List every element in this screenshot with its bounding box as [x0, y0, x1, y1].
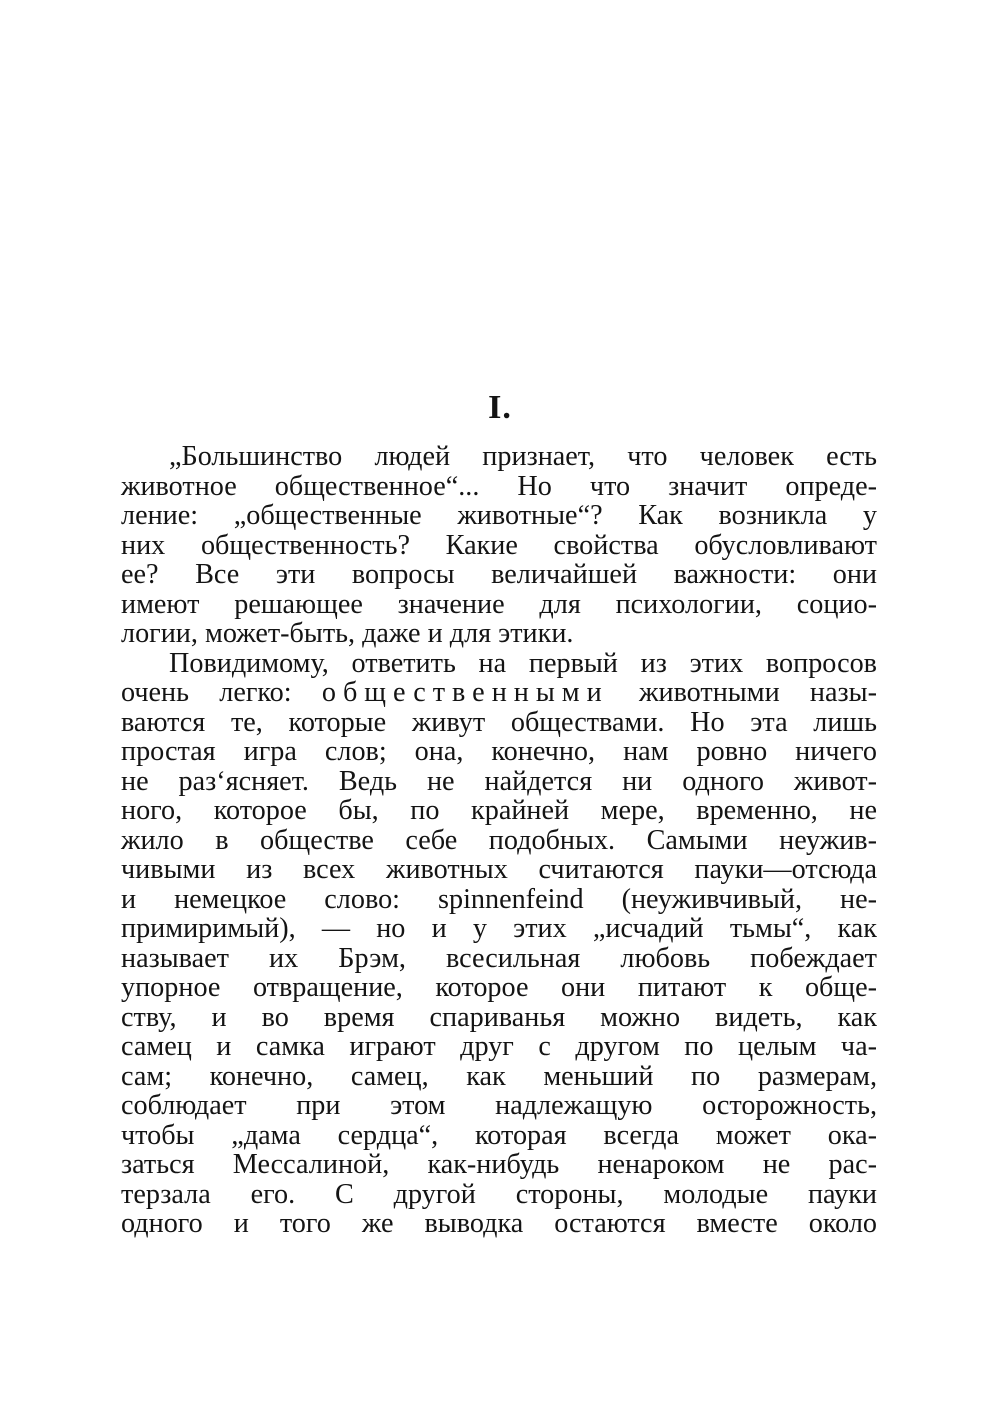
- text-fragment: животными назы-: [608, 677, 877, 708]
- text-fragment: очень легко:: [121, 677, 322, 708]
- text-line: ление: „общественные животные“? Как возникла у: [121, 500, 877, 531]
- text-line: них общественность? Какие свойства обусловливают: [121, 529, 877, 561]
- text-line: соблюдает при этом надлежащую осторожность,: [121, 1090, 877, 1121]
- text-line: называет их Брэм, всесильная любовь побеждает: [121, 942, 877, 974]
- text-line: заться Мессалиной, как-нибудь ненароком не рас-: [121, 1149, 877, 1180]
- text-line: чтобы „дама сердца“, которая всегда может ока-: [121, 1119, 877, 1151]
- text-line: одного и того же выводка остаются вместе около: [121, 1208, 877, 1239]
- body-text: [121, 442, 877, 1239]
- text-line: ее? Все эти вопросы величайшей важности: они: [121, 559, 877, 590]
- text-line: простая игра слов; она, конечно, нам ровно ничего: [121, 736, 877, 767]
- text-line: терзала его. С другой стороны, молодые пауки: [121, 1178, 877, 1210]
- text-line: и немецкое слово: spinnenfeind (неуживчивый, не-: [121, 883, 877, 915]
- text-line: имеют решающее значение для психологии, социо-: [121, 588, 877, 620]
- chapter-heading: I.: [488, 389, 512, 426]
- text-line: чивыми из всех животных считаются пауки—отсюда: [121, 854, 877, 885]
- text-line: самец и самка играют друг с другом по целым ча-: [121, 1031, 877, 1062]
- text-line: жило в обществе себе подобных. Самыми неужив-: [121, 824, 877, 856]
- text-line: ного, которое бы, по крайней мере, временно, не: [121, 795, 877, 826]
- text-line: „Большинство людей признает, что человек есть: [169, 441, 877, 472]
- text-line: животное общественное“... Но что значит опреде-: [121, 470, 877, 502]
- text-line: сам; конечно, самец, как меньший по размерам,: [121, 1060, 877, 1092]
- text-line: примиримый), — но и у этих „исчадий тьмы“, как: [121, 913, 877, 944]
- text-line: ству, и во время спариванья можно видеть, как: [121, 1001, 877, 1033]
- text-line: Повидимому, ответить на первый из этих вопросов: [169, 647, 877, 679]
- emphasized-word: общественными: [321, 677, 609, 708]
- text-line: ваются те, которые живут обществами. Но эта лишь: [121, 706, 877, 738]
- text-line: не раз‘ясняет. Ведь не найдется ни одного живот-: [121, 765, 877, 797]
- text-line: упорное отвращение, которое они питают к обще-: [121, 972, 877, 1003]
- text-line: логии, может-быть, даже и для этики.: [121, 618, 574, 649]
- text-line-spaced: [121, 678, 877, 708]
